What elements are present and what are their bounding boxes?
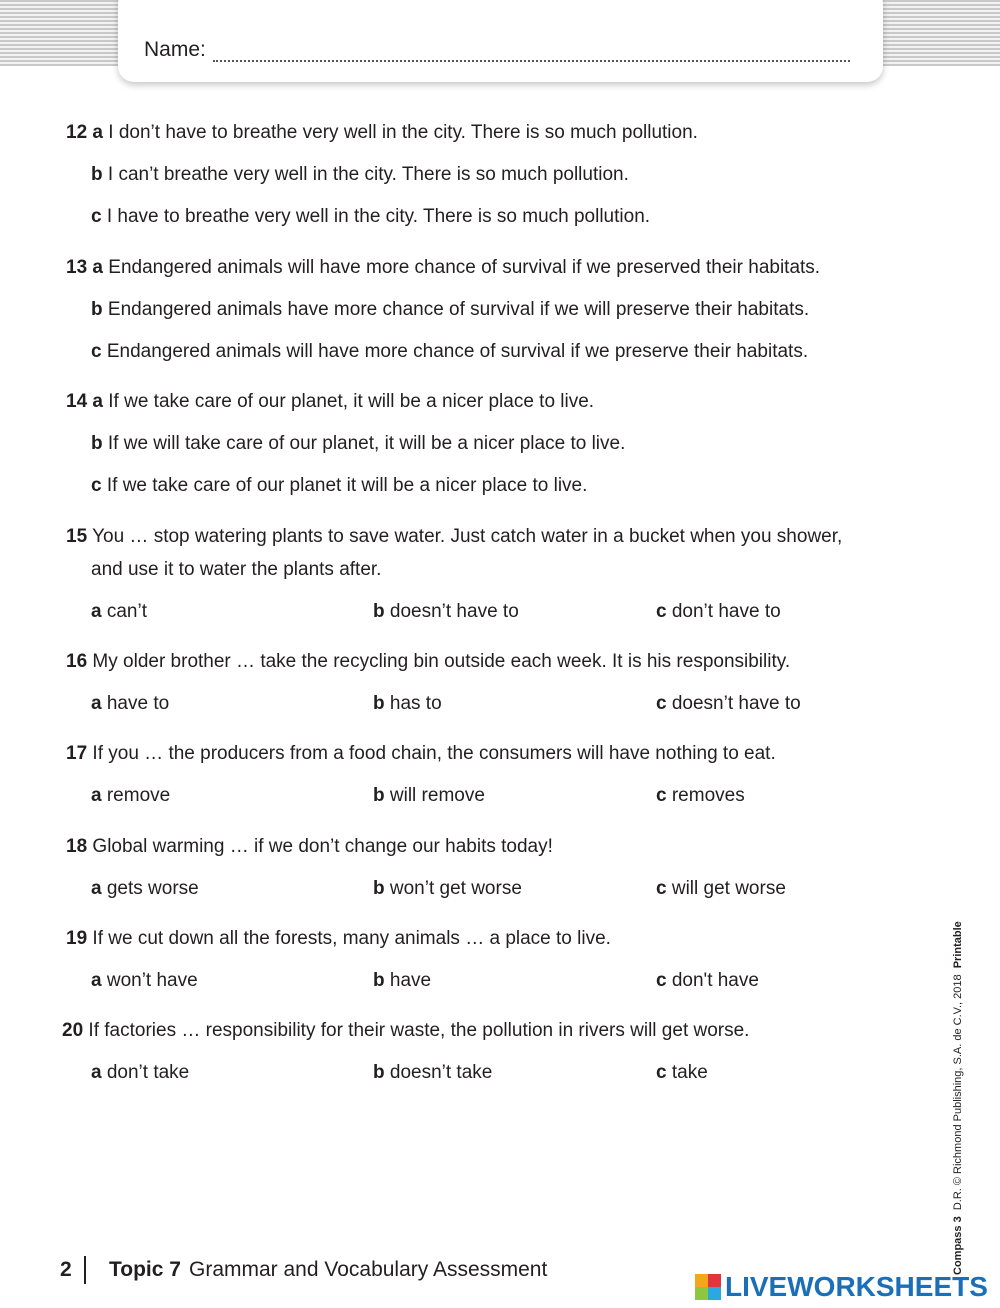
option-letter: c (656, 693, 667, 714)
question-16-option-b[interactable] (373, 692, 442, 716)
option-letter: c (91, 475, 102, 496)
option-letter: a (91, 693, 102, 714)
question-number: 19 (66, 928, 88, 949)
option-letter: a (92, 391, 103, 412)
option-letter: c (656, 970, 667, 991)
option-letter: b (91, 433, 103, 454)
question-19-option-b[interactable] (373, 969, 431, 993)
option-letter: a (92, 257, 103, 278)
question-14-a (66, 390, 594, 414)
option-text: can’t (106, 601, 147, 622)
option-text: won’t have (106, 970, 198, 991)
option-letter: c (91, 341, 102, 362)
option-text: has to (389, 693, 442, 714)
sentence-text: I don’t have to breathe very well in the city. There is so much pollution. (108, 122, 698, 143)
question-18-option-c[interactable] (656, 877, 786, 901)
question-15-option-a[interactable] (91, 600, 147, 624)
option-text: removes (671, 785, 745, 806)
option-text: doesn’t have to (389, 601, 519, 622)
question-14-c (91, 474, 587, 498)
question-20-option-b[interactable] (373, 1061, 492, 1085)
question-18-option-b[interactable] (373, 877, 522, 901)
question-12-b (91, 163, 629, 187)
option-text: will remove (389, 785, 485, 806)
question-number: 16 (66, 651, 88, 672)
option-text: won’t get worse (389, 878, 522, 899)
copyright-text: D.R. © Richmond Publishing, S.A. de C.V., 2018 (952, 974, 964, 1211)
option-letter: b (373, 970, 385, 991)
question-12-c (91, 205, 650, 229)
question-19-option-a[interactable] (91, 969, 198, 993)
question-17-stem (66, 742, 776, 766)
question-17-option-b[interactable] (373, 784, 485, 808)
option-letter: b (373, 785, 385, 806)
question-20-stem (62, 1019, 749, 1043)
question-number: 12 (66, 122, 88, 143)
option-text: don’t have to (671, 601, 781, 622)
question-20-option-c[interactable] (656, 1061, 708, 1085)
option-letter: b (91, 299, 103, 320)
option-letter: b (373, 878, 385, 899)
question-text: If we cut down all the forests, many animals … a place to live. (92, 928, 611, 949)
liveworksheets-logo-icon (695, 1274, 721, 1300)
question-16-option-c[interactable] (656, 692, 801, 716)
copyright-tag: Printable (952, 921, 964, 969)
question-16-option-a[interactable] (91, 692, 169, 716)
option-text: have (389, 970, 432, 991)
question-number: 18 (66, 836, 88, 857)
question-20-option-a[interactable] (91, 1061, 189, 1085)
footer-title: Grammar and Vocabulary Assessment (189, 1258, 548, 1281)
option-letter: a (91, 601, 102, 622)
option-letter: c (656, 785, 667, 806)
option-text: gets worse (106, 878, 199, 899)
question-number: 14 (66, 391, 88, 412)
question-15-stem-continued: and use it to water the plants after. (91, 559, 382, 580)
option-letter: a (91, 970, 102, 991)
question-number: 13 (66, 257, 88, 278)
question-15-option-c[interactable] (656, 600, 781, 624)
header-stripes-left (0, 0, 120, 66)
sentence-text: If we take care of our planet it will be a nicer place to live. (106, 475, 588, 496)
question-17-option-a[interactable] (91, 784, 170, 808)
option-letter: c (656, 878, 667, 899)
question-18-option-a[interactable] (91, 877, 199, 901)
question-number: 20 (62, 1020, 84, 1041)
footer-topic: Topic 7 (109, 1258, 181, 1281)
question-19-option-c[interactable] (656, 969, 759, 993)
question-16-stem (66, 650, 790, 674)
sentence-text: I have to breathe very well in the city. There is so much pollution. (106, 206, 651, 227)
option-letter: b (373, 693, 385, 714)
sentence-text: Endangered animals will have more chance of survival if we preserved their habitats. (108, 257, 821, 278)
option-text: doesn’t take (389, 1062, 493, 1083)
name-field[interactable] (213, 60, 850, 62)
header-stripes-right (882, 0, 1000, 66)
option-text: doesn’t have to (671, 693, 801, 714)
option-letter: a (92, 122, 103, 143)
question-13-c (91, 340, 808, 364)
sentence-text: Endangered animals will have more chance of survival if we preserve their habitats. (106, 341, 809, 362)
question-text: If you … the producers from a food chain, the consumers will have nothing to eat. (92, 743, 776, 764)
option-letter: b (91, 164, 103, 185)
question-15-option-b[interactable] (373, 600, 519, 624)
option-letter: b (373, 601, 385, 622)
question-text: If factories … responsibility for their waste, the pollution in rivers will get worse. (88, 1020, 750, 1041)
liveworksheets-logo[interactable] (695, 1272, 988, 1302)
option-letter: c (656, 601, 667, 622)
option-text: take (671, 1062, 708, 1083)
question-text: My older brother … take the recycling bin outside each week. It is his responsibility. (92, 651, 791, 672)
question-13-b (91, 298, 809, 322)
question-number: 17 (66, 743, 88, 764)
question-18-stem (66, 835, 553, 859)
question-number: 15 (66, 526, 88, 547)
sentence-text: If we will take care of our planet, it will be a nicer place to live. (107, 433, 626, 454)
question-13-a (66, 256, 820, 280)
liveworksheets-logo-text: LIVEWORKSHEETS (725, 1271, 988, 1302)
option-text: don’t take (106, 1062, 190, 1083)
option-letter: c (91, 206, 102, 227)
option-text: remove (106, 785, 171, 806)
question-12-a (66, 121, 698, 145)
question-17-option-c[interactable] (656, 784, 745, 808)
option-letter: b (373, 1062, 385, 1083)
sentence-text: Endangered animals have more chance of survival if we will preserve their habitats. (107, 299, 810, 320)
question-19-stem (66, 927, 611, 951)
option-letter: a (91, 1062, 102, 1083)
option-text: will get worse (671, 878, 786, 899)
name-label: Name: (144, 38, 206, 61)
option-text: don't have (671, 970, 759, 991)
copyright-product: Compass 3 (952, 1216, 964, 1275)
sentence-text: If we take care of our planet, it will be a nicer place to live. (108, 391, 595, 412)
option-letter: c (656, 1062, 667, 1083)
question-14-b (91, 432, 625, 456)
question-text: Global warming … if we don’t change our habits today! (92, 836, 553, 857)
option-letter: a (91, 878, 102, 899)
question-text: You … stop watering plants to save water. Just catch water in a bucket when you shower, (92, 526, 843, 547)
option-letter: a (91, 785, 102, 806)
question-15-stem (66, 525, 842, 549)
sentence-text: I can’t breathe very well in the city. There is so much pollution. (107, 164, 629, 185)
page-number: 2 (60, 1258, 72, 1281)
option-text: have to (106, 693, 170, 714)
copyright-notice (952, 921, 964, 1275)
name-card (118, 0, 883, 82)
footer-divider (84, 1256, 86, 1284)
